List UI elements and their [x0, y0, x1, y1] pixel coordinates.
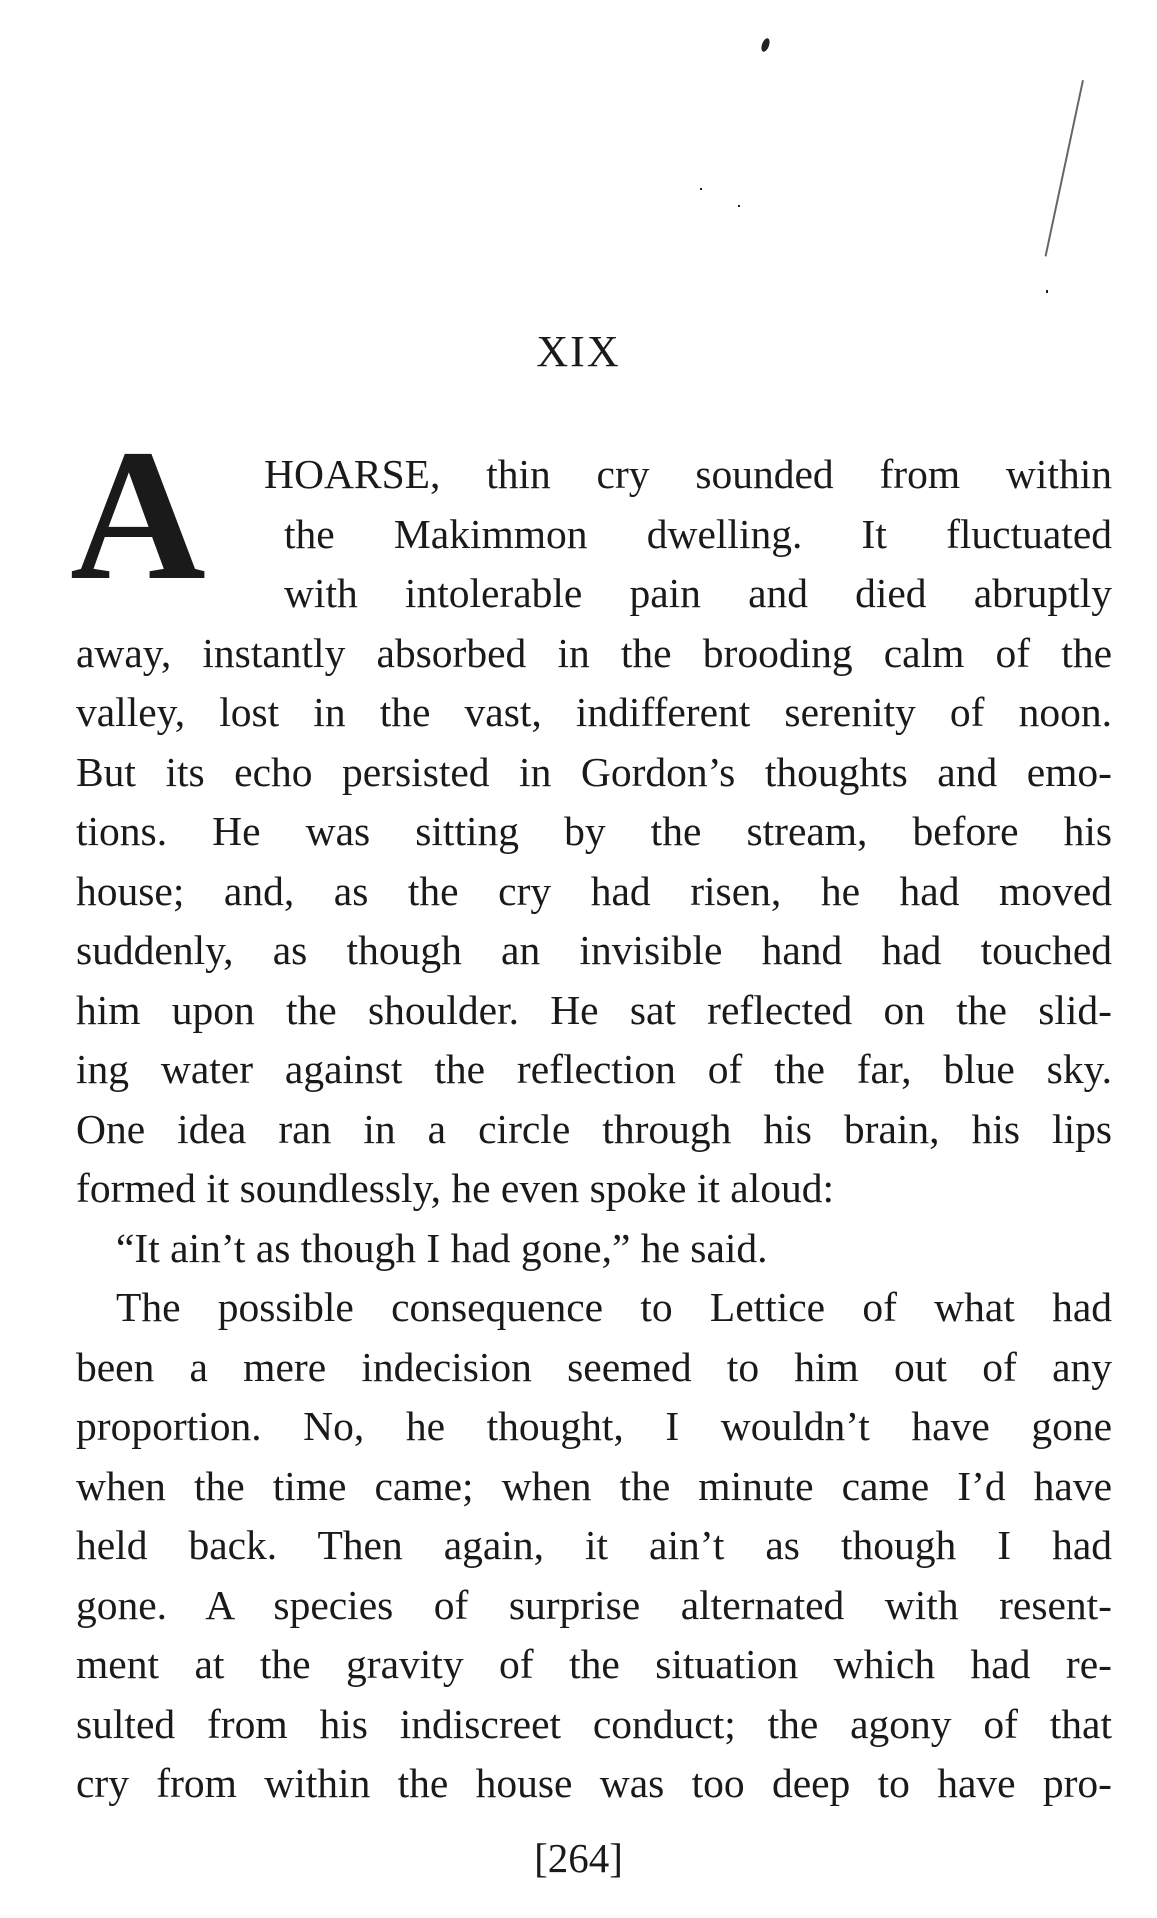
- text-line: But its echo persisted in Gordon’s thoughts and emo-: [76, 748, 1112, 795]
- text-line: The possible consequence to Lettice of what had: [116, 1284, 1112, 1330]
- paper-scratch-mark: [1045, 80, 1084, 256]
- text-line: tions. He was sitting by the stream, before his: [76, 808, 1112, 854]
- ink-speck: [760, 37, 771, 53]
- text-line: suddenly, as though an invisible hand had touched: [76, 927, 1112, 973]
- text-line: held back. Then again, it ain’t as though I had: [76, 1522, 1112, 1568]
- chapter-heading: XIX: [536, 327, 621, 376]
- ink-speck: [738, 205, 740, 207]
- ink-speck: [1046, 290, 1048, 293]
- text-line: the Makimmon dwelling. It fluctuated: [284, 510, 1112, 557]
- body-text: [76, 445, 1112, 1814]
- text-line: sulted from his indiscreet conduct; the agony of that: [76, 1700, 1112, 1747]
- text-line: with intolerable pain and died abruptly: [284, 570, 1112, 616]
- page-number: [264]: [534, 1835, 623, 1881]
- text-line: house; and, as the cry had risen, he had moved: [76, 867, 1112, 914]
- text-line: ment at the gravity of the situation which had re-: [76, 1641, 1112, 1687]
- text-line: away, instantly absorbed in the brooding calm of the: [76, 629, 1112, 676]
- ink-speck: [700, 188, 702, 190]
- text-line: HOARSE, thin cry sounded from within: [264, 451, 1112, 497]
- text-line: formed it soundlessly, he even spoke it aloud:: [76, 1165, 835, 1211]
- text-line: ing water against the reflection of the far, blue sky.: [76, 1046, 1112, 1092]
- text-line: him upon the shoulder. He sat reflected on the slid-: [76, 986, 1112, 1033]
- text-line: been a mere indecision seemed to him out of any: [76, 1343, 1112, 1390]
- text-line: “It ain’t as though I had gone,” he said.: [116, 1224, 768, 1271]
- text-line: gone. A species of surprise alternated with resent-: [76, 1581, 1112, 1628]
- text-line: proportion. No, he thought, I wouldn’t have gone: [76, 1403, 1112, 1449]
- text-line: One idea ran in a circle through his brain, his lips: [76, 1105, 1112, 1152]
- text-line: cry from within the house was too deep to have pro-: [76, 1760, 1112, 1806]
- drop-cap-letter: A: [70, 410, 206, 619]
- text-line: valley, lost in the vast, indifferent serenity of noon.: [76, 689, 1112, 735]
- text-line: when the time came; when the minute came I’d have: [76, 1462, 1112, 1509]
